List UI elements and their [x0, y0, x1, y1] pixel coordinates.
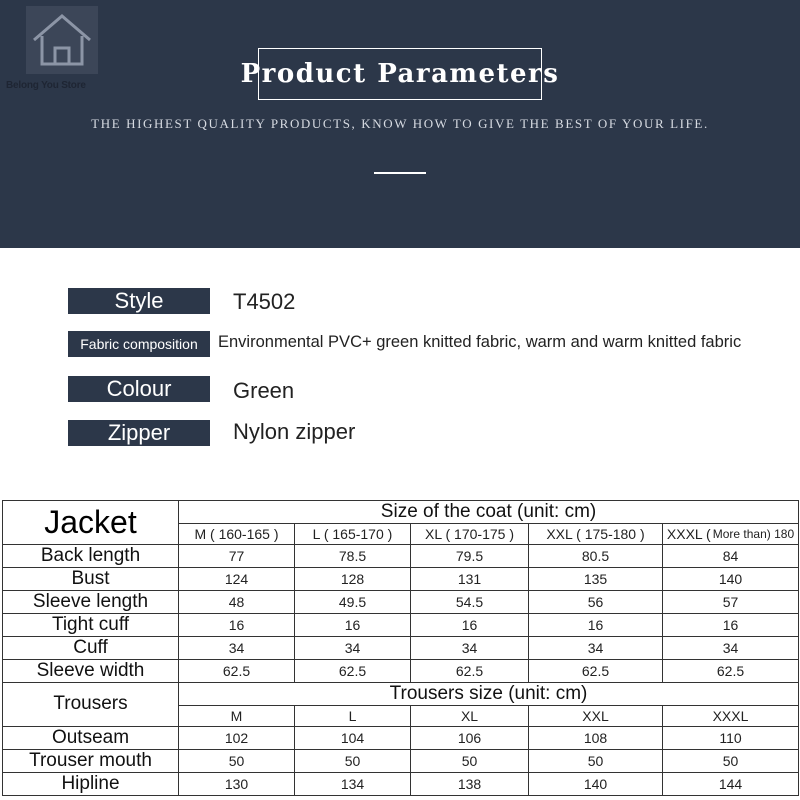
- cell: 57: [663, 590, 799, 613]
- title-divider: [374, 172, 426, 174]
- coat-size-header: Size of the coat (unit: cm): [179, 501, 799, 524]
- table-row: [3, 636, 799, 659]
- cell: 34: [663, 636, 799, 659]
- row-label: Trouser mouth: [3, 749, 179, 772]
- param-value-colour: Green: [233, 378, 295, 403]
- row-label: Sleeve length: [3, 590, 179, 613]
- cell: 54.5: [411, 590, 529, 613]
- table-row: [3, 726, 799, 749]
- trousers-size-xxxl: XXXL: [663, 705, 799, 726]
- store-name: Belong You Store: [6, 80, 86, 91]
- cell: 16: [663, 613, 799, 636]
- cell: 16: [411, 613, 529, 636]
- cell: 62.5: [663, 659, 799, 682]
- cell: 79.5: [411, 544, 529, 567]
- cell: 140: [529, 772, 663, 795]
- param-value-zipper: Nylon zipper: [233, 419, 356, 444]
- cell: 49.5: [295, 590, 411, 613]
- coat-size-xxxl-label: XXXL (: [666, 525, 711, 542]
- page-title-box: [240, 48, 560, 100]
- row-label: Outseam: [3, 726, 179, 749]
- jacket-label: Jacket: [3, 501, 179, 545]
- cell: 62.5: [295, 659, 411, 682]
- cell: 48: [179, 590, 295, 613]
- cell: 34: [529, 636, 663, 659]
- cell: 140: [663, 567, 799, 590]
- size-table: [2, 500, 799, 796]
- row-label: Bust: [3, 567, 179, 590]
- cell: 78.5: [295, 544, 411, 567]
- cell: 50: [529, 749, 663, 772]
- coat-size-xl: XL ( 170-175 ): [411, 524, 529, 545]
- row-label: Tight cuff: [3, 613, 179, 636]
- cell: 135: [529, 567, 663, 590]
- param-value-style: T4502: [233, 289, 296, 314]
- trousers-header-row: [3, 682, 799, 705]
- cell: 77: [179, 544, 295, 567]
- cell: 106: [411, 726, 529, 749]
- header-banner: [0, 0, 800, 248]
- trousers-label: Trousers: [3, 682, 179, 726]
- cell: 102: [179, 726, 295, 749]
- row-label: Hipline: [3, 772, 179, 795]
- trousers-size-xl: XL: [411, 705, 529, 726]
- cell: 50: [295, 749, 411, 772]
- cell: 16: [529, 613, 663, 636]
- house-icon: [26, 6, 98, 74]
- cell: 130: [179, 772, 295, 795]
- row-label: Sleeve width: [3, 659, 179, 682]
- trousers-size-m: M: [179, 705, 295, 726]
- cell: 34: [411, 636, 529, 659]
- row-label: Back length: [3, 544, 179, 567]
- coat-size-xxl: XXL ( 175-180 ): [529, 524, 663, 545]
- table-row: [3, 590, 799, 613]
- coat-size-m: M ( 160-165 ): [179, 524, 295, 545]
- coat-header-row: [3, 501, 799, 524]
- trousers-size-l: L: [295, 705, 411, 726]
- cell: 110: [663, 726, 799, 749]
- page-title: Product Parameters: [240, 59, 560, 89]
- table-row: [3, 772, 799, 795]
- cell: 80.5: [529, 544, 663, 567]
- coat-size-l: L ( 165-170 ): [295, 524, 411, 545]
- cell: 34: [179, 636, 295, 659]
- cell: 144: [663, 772, 799, 795]
- cell: 62.5: [529, 659, 663, 682]
- cell: 62.5: [179, 659, 295, 682]
- param-value-fabric: Environmental PVC+ green knitted fabric, warm and warm knitted fabric: [218, 333, 742, 351]
- cell: 50: [663, 749, 799, 772]
- cell: 108: [529, 726, 663, 749]
- param-label-zipper: Zipper: [68, 420, 210, 446]
- trousers-size-header: Trousers size (unit: cm): [179, 682, 799, 705]
- cell: 56: [529, 590, 663, 613]
- param-label-style: Style: [68, 288, 210, 314]
- row-label: Cuff: [3, 636, 179, 659]
- coat-size-xxxl: [663, 524, 799, 545]
- cell: 134: [295, 772, 411, 795]
- table-row: [3, 749, 799, 772]
- tagline: THE HIGHEST QUALITY PRODUCTS, KNOW HOW TO GIVE THE BEST OF YOUR LIFE.: [91, 116, 709, 131]
- cell: 128: [295, 567, 411, 590]
- coat-size-xxxl-note: More than) 180: [712, 526, 795, 541]
- cell: 62.5: [411, 659, 529, 682]
- cell: 50: [179, 749, 295, 772]
- table-row: [3, 613, 799, 636]
- table-row: [3, 659, 799, 682]
- cell: 138: [411, 772, 529, 795]
- cell: 34: [295, 636, 411, 659]
- store-logo: [6, 6, 110, 96]
- param-label-fabric: Fabric composition: [68, 331, 210, 357]
- cell: 124: [179, 567, 295, 590]
- cell: 16: [295, 613, 411, 636]
- cell: 104: [295, 726, 411, 749]
- table-row: [3, 544, 799, 567]
- table-row: [3, 567, 799, 590]
- cell: 16: [179, 613, 295, 636]
- cell: 84: [663, 544, 799, 567]
- trousers-size-xxl: XXL: [529, 705, 663, 726]
- cell: 131: [411, 567, 529, 590]
- param-label-colour: Colour: [68, 376, 210, 402]
- cell: 50: [411, 749, 529, 772]
